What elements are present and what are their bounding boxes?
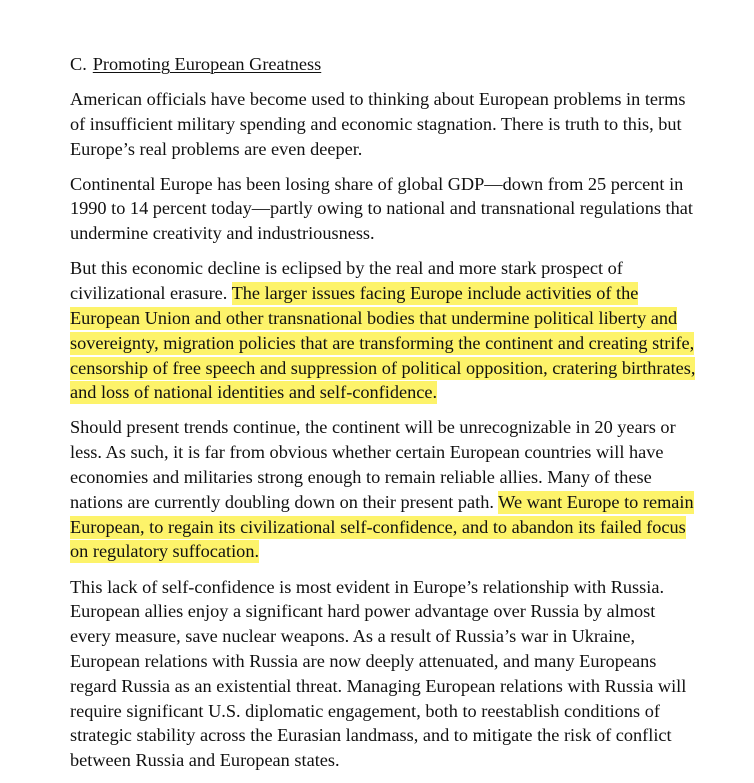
paragraph-1 — [70, 87, 698, 161]
paragraph-text: Continental Europe has been losing share of global GDP—down from 25 percent in 1990 to 14 percent today—partly owing to national and transnational regulations that undermine creativity and industriousness. — [70, 173, 693, 244]
paragraph-2 — [70, 172, 698, 246]
paragraph-text: But this economic decline is eclipsed by the real and more stark prospect of civilizational erasure. — [70, 258, 623, 304]
highlighted-text: We want Europe to remain European, to regain its civilizational self-confidence, and to abandon its failed focus on regulatory suffocation. — [70, 491, 694, 562]
section-heading — [70, 52, 698, 76]
document-page — [70, 52, 698, 783]
highlighted-text: The larger issues facing Europe include activities of the European Union and other transnational bodies that undermine political liberty and sovereignty, migration policies that are transforming the continent and creating strife, censorship of free speech and suppression of political opposition, cratering birthrates, and loss of national identities and self-confidence. — [70, 283, 696, 403]
paragraph-5 — [70, 575, 698, 773]
section-letter: C. — [70, 54, 87, 74]
paragraph-text: American officials have become used to thinking about European problems in terms of insufficient military spending and economic stagnation. There is truth to this, but Europe’s real problems are even deeper. — [70, 89, 686, 159]
paragraph-4 — [70, 415, 698, 564]
paragraph-text: Should present trends continue, the continent will be unrecognizable in 20 years or less. As such, it is far from obvious whether certain European countries will have economies and militaries strong enough to remain reliable allies. Many of these nations are currently doubling down on their present path. — [70, 417, 676, 512]
paragraph-3 — [70, 256, 698, 405]
paragraph-text: This lack of self-confidence is most evident in Europe’s relationship with Russia. European allies enjoy a significant hard power advantage over Russia by almost every measure, save nuclear weapons. As a result of Russia’s war in Ukraine, European relations with Russia are now deeply attenuated, and many Europeans regard Russia as an existential threat. Managing European relations with Russia will require significant U.S. diplomatic engagement, both to reestablish conditions of strategic stability across the Eurasian landmass, and to mitigate the risk of conflict between Russia and European states. — [70, 576, 687, 771]
section-title: Promoting European Greatness — [92, 54, 322, 74]
